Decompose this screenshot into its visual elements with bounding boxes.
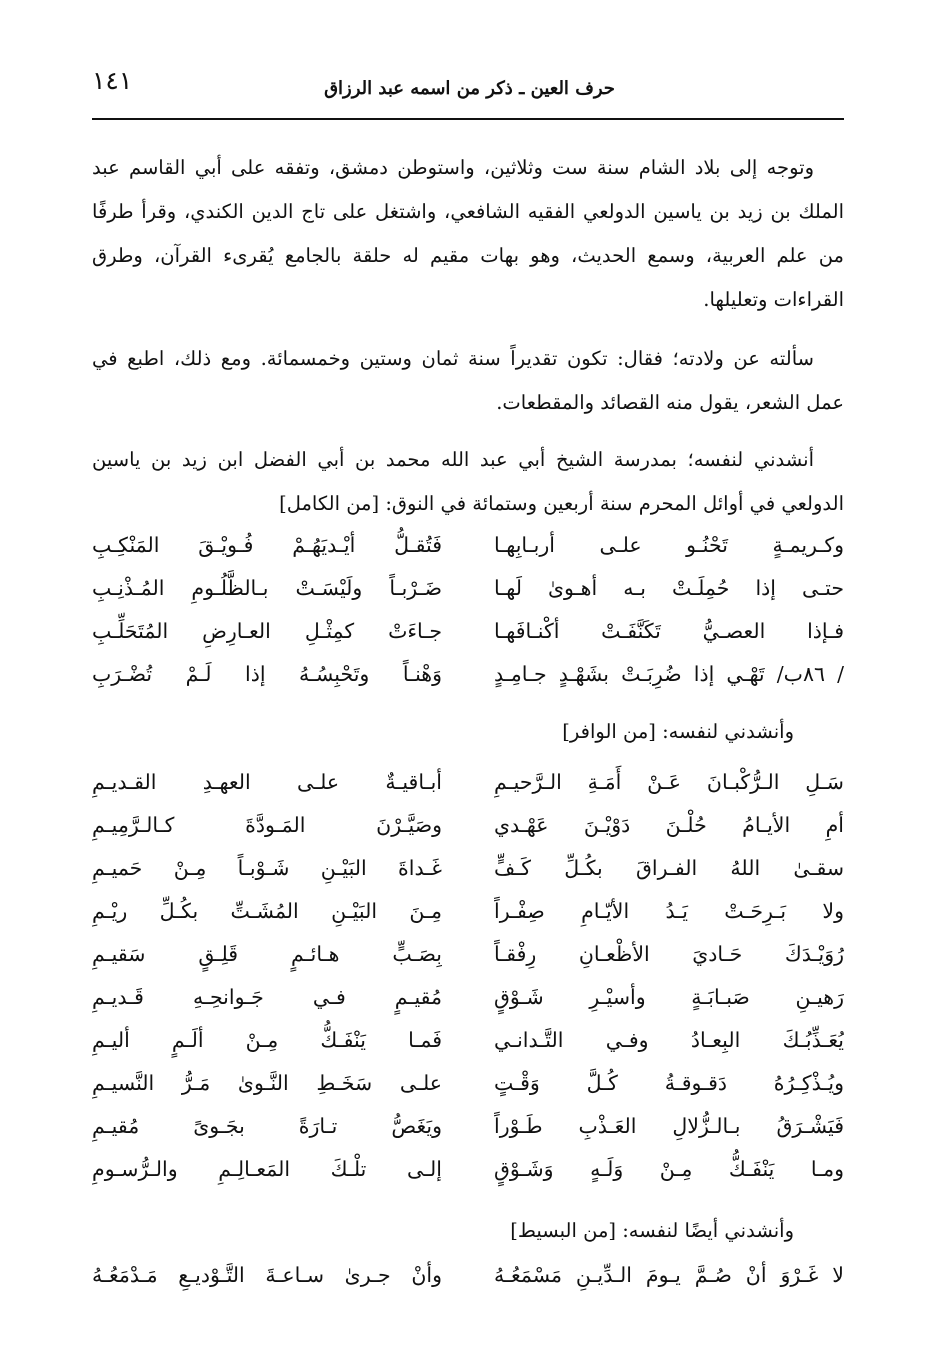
first-hemistich: رُوَيْـدَكَ حَـاديَ الأظْعـانِ رِفْقـاً bbox=[494, 942, 844, 966]
poem-intro-basit bbox=[92, 1211, 844, 1251]
verse-line bbox=[92, 933, 844, 976]
second-hemistich: جـاءَتْ كمِثْـلِ العـارِضِ المُتَحَلِّـبِ bbox=[92, 619, 442, 643]
intro-text: وأنشدني لنفسه: bbox=[662, 720, 794, 743]
page-number: ١٤١ bbox=[92, 66, 133, 95]
verse-line bbox=[92, 1105, 844, 1148]
running-head: حرف العين ـ ذكر من اسمه عبد الرزاق bbox=[324, 78, 615, 99]
first-hemistich: لا غَـرْوَ أنْ صُـمَّ يـومَ الـدِّيـنِ مَسْمَعُـهُ bbox=[494, 1263, 844, 1287]
header-rule bbox=[92, 118, 844, 120]
verse-line bbox=[92, 890, 844, 933]
first-hemistich: وكـريمـةٍ تَحْنُـو علـى أربـابِهـا bbox=[494, 533, 844, 557]
intro-text: أنشدني لنفسه؛ بمدرسة الشيخ أبي عبد الله محمد بن أبي الفضل ابن زيد بن ياسين الدولعي في أوائل المحرم سنة أربعين وستمائة في النوق: bbox=[92, 448, 844, 515]
verse-line bbox=[92, 524, 844, 567]
verse-line bbox=[92, 1062, 844, 1105]
first-hemistich: / ٨٦ب/ تَهْـي إذا ضُرِبَـتْ بشَهْـدٍ جـامِـدٍ bbox=[494, 662, 844, 686]
first-hemistich: رَهيـنِ صَبـابَـةٍ وأسيْـرِ شَـوْقٍ bbox=[494, 985, 844, 1009]
verse-line bbox=[92, 804, 844, 847]
meter-tag: [من البسيط] bbox=[510, 1219, 617, 1242]
second-hemistich: ويَغَصُّ تـارَةً بجَـوىً مُقيـمِ bbox=[92, 1114, 442, 1138]
second-hemistich: بِصَـبٍّ هـائـمٍ قَلِـقٍ سَقيـمِ bbox=[92, 942, 442, 966]
verse-line bbox=[92, 1254, 844, 1297]
second-hemistich: غَـداةَ البَيْـنِ شَـوْبـاً مِـنْ حَميـمِ bbox=[92, 856, 442, 880]
verse-line bbox=[92, 567, 844, 610]
verse-line bbox=[92, 653, 844, 696]
second-hemistich: إلـى تلْـكَ المَعـالِـمِ والـرُّسـومِ bbox=[92, 1157, 442, 1181]
verse-line bbox=[92, 610, 844, 653]
second-hemistich: وصَيَّـرْنَ المَـودَّةَ كـالـرَّمِيـمِ bbox=[92, 813, 442, 837]
verse-line bbox=[92, 1148, 844, 1191]
poem-basit bbox=[92, 1254, 844, 1297]
second-hemistich: أبـاقيـةٌ علـى العهـدِ القـديـمِ bbox=[92, 770, 442, 794]
poem-kamil bbox=[92, 524, 844, 696]
second-hemistich: فَمـا يَنْفَـكُّ مِـنْ ألَـمٍ أليـمِ bbox=[92, 1028, 442, 1052]
verse-line bbox=[92, 1019, 844, 1062]
first-hemistich: سَـلِ الـرُّكْبـانَ عَـنْ أَمَـةِ الـرَّحيـمِ bbox=[494, 770, 844, 794]
first-hemistich: سقـىٰ اللهُ الفـراقَ بكُـلِّ كَـفٍّ bbox=[494, 856, 844, 880]
second-hemistich: فَتُقـلُّ أيْـديَهُـمْ فُـويْـقَ المَنْكِـبِ bbox=[92, 533, 442, 557]
intro-text: وأنشدني أيضًا لنفسه: bbox=[622, 1219, 794, 1242]
first-hemistich: يُعَـذِّبُـكَ البِعـادُ وفـي التَّـدانـي bbox=[494, 1028, 844, 1052]
paragraph-poem-intro bbox=[92, 438, 844, 526]
meter-tag: [من الكامل] bbox=[279, 492, 380, 515]
first-hemistich: فَيَشْـرَقُ بـالـزُّلالِ العَـذْبِ طَـوْراً bbox=[494, 1114, 844, 1138]
second-hemistich: وَهْنـاً وتَحْبِسُـهُ إذا لَـمْ تُضْـرَبِ bbox=[92, 662, 442, 686]
verse-line bbox=[92, 761, 844, 804]
second-hemistich: وأنْ جـرىٰ سـاعـةَ التَّـوْديـعِ مَـدْمَعُـهُ bbox=[92, 1263, 442, 1287]
poem-wafir bbox=[92, 761, 844, 1191]
first-hemistich: ومـا يَنْفَـكُّ مِـنْ وَلَـهٍ وَشَـوْقٍ bbox=[494, 1157, 844, 1181]
first-hemistich: حتـى إذا حُمِلَـتْ بـه أهـوىٰ لَهـا bbox=[494, 576, 844, 600]
verse-line bbox=[92, 976, 844, 1019]
first-hemistich: ويُـذْكِـرُهُ دَقـوقـةُ كُـلَّ وَقْـتٍ bbox=[494, 1071, 844, 1095]
paragraph-birth: سألته عن ولادته؛ فقال: تكون تقديراً سنة ثمان وستين وخمسمائة. ومع ذلك، اطبع في عمل الشعر، يقول منه القصائد والمقطعات. bbox=[92, 347, 844, 414]
first-hemistich: فـإذا العصـيُّ تَكَنَّفَـتْ أكْنـافَهـا bbox=[494, 619, 844, 643]
second-hemistich: مِـنَ البَيْـنِ المُشَـتِّ بكُـلِّ ريْـمِ bbox=[92, 899, 442, 923]
poem-intro-wafir bbox=[92, 712, 844, 752]
second-hemistich: مُقيـمٍ فـي جَـوانحِـهِ قَـديـمِ bbox=[92, 985, 442, 1009]
meter-tag: [من الوافر] bbox=[562, 720, 656, 743]
second-hemistich: ضَـرْبـاً ولَيْسَـتْ بـالظَّلُـومِ المُـذْنِـبِ bbox=[92, 576, 442, 600]
second-hemistich: علـى سَخَـطِ النَّـوىٰ مَـرُّ النَّسيـمِ bbox=[92, 1071, 442, 1095]
paragraph-biography: وتوجه إلى بلاد الشام سنة ست وثلاثين، واستوطن دمشق، وتفقه على أبي القاسم عبد الملك بن زيد بن ياسين الدولعي الفقيه الشافعي، واشتغل على تاج الدين الكندي، وقرأ طرفًا من علم العربية، وسمع الحديث، وهو بهات مقيم له حلقة بالجامع يُقرىء القرآن، وطرق القراءات وتعليلها. bbox=[92, 156, 845, 311]
first-hemistich: ولا بَـرِحَـتْ يَـدُ الأيّـامِ صِفْـراً bbox=[494, 899, 844, 923]
first-hemistich: أمِ الأيـامُ حُلْـنَ دَوْيْـنَ عَهْـدي bbox=[494, 813, 844, 837]
verse-line bbox=[92, 847, 844, 890]
